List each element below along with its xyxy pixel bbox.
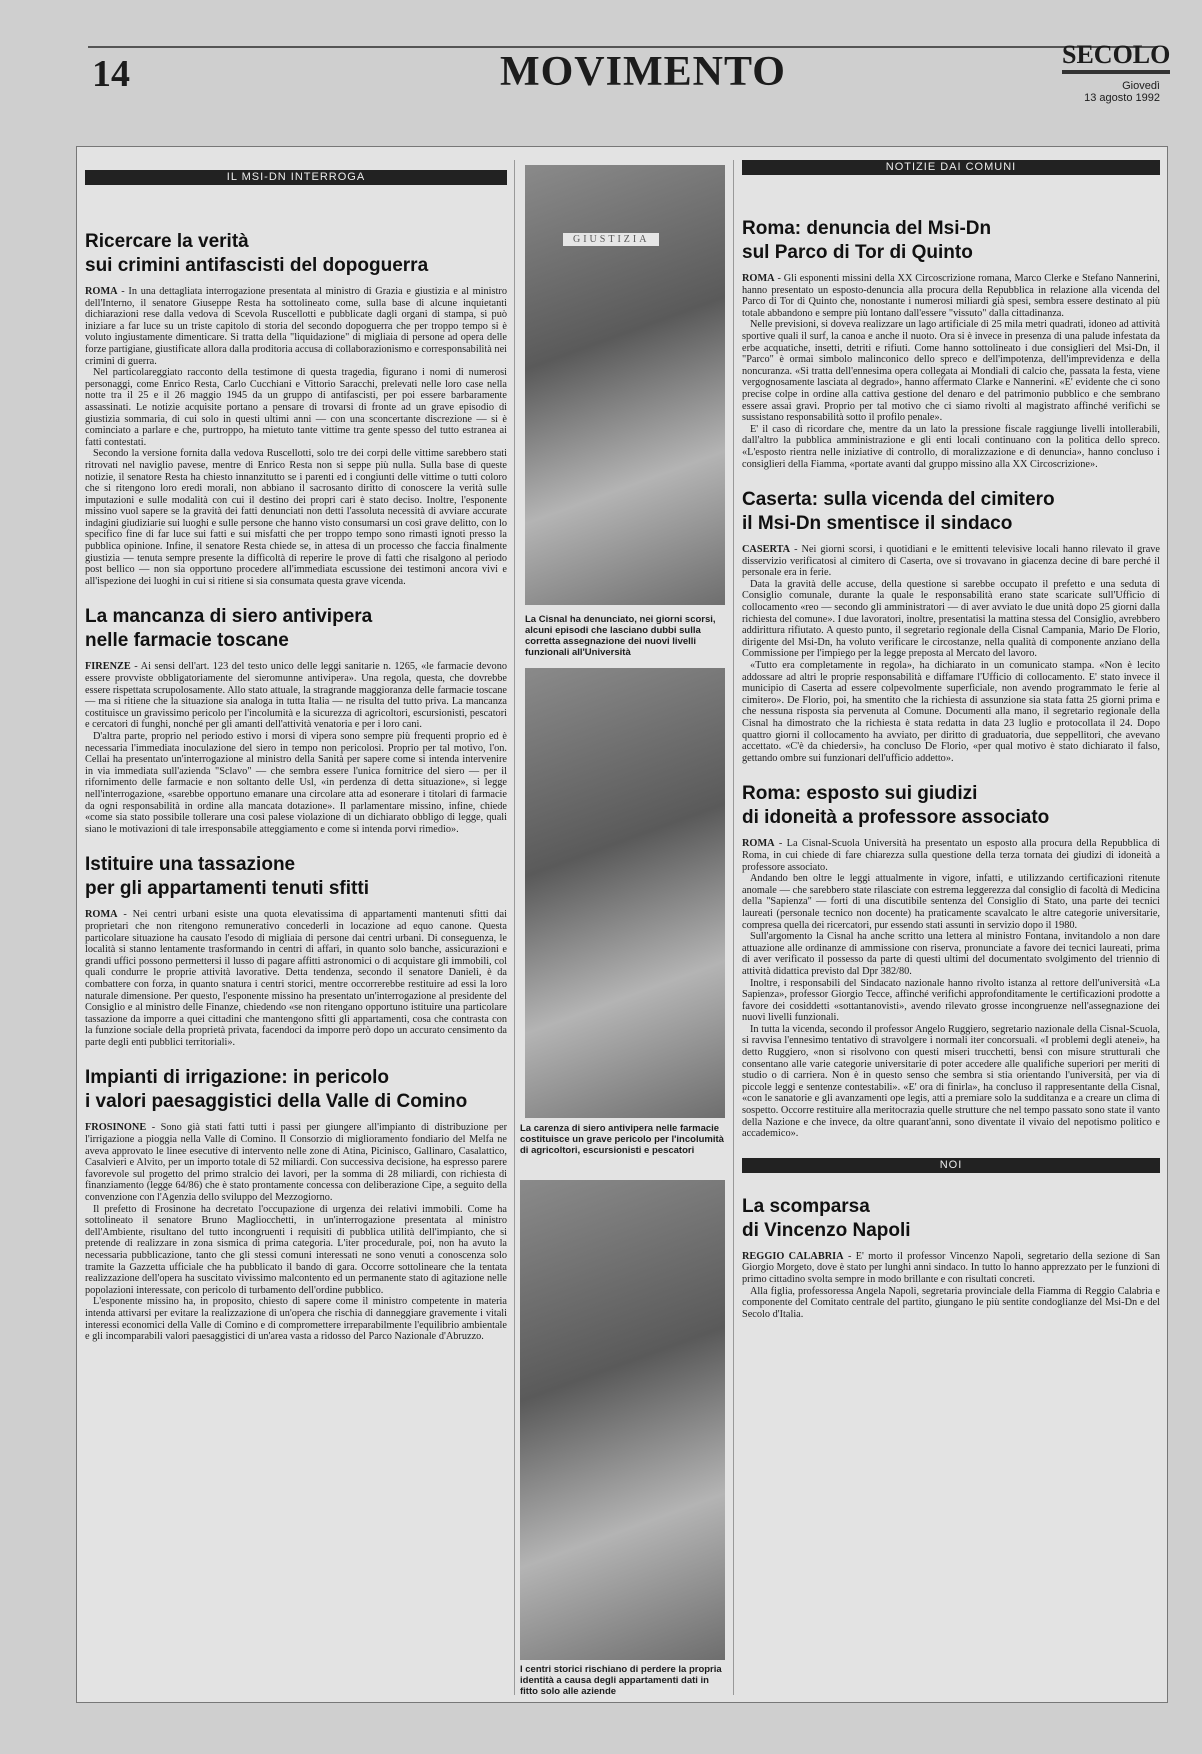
headline-line: di idoneità a professore associato (742, 807, 1050, 829)
kicker-msi-interroga: IL MSI-DN INTERROGA (85, 170, 507, 185)
article-paragraph (742, 873, 1160, 931)
headline-line: Caserta: sulla vicenda del cimitero (742, 489, 1055, 511)
article-paragraph (85, 661, 507, 731)
kicker-noi: NOI (742, 1158, 1160, 1173)
article (742, 217, 1160, 470)
kicker-notizie-comuni: NOTIZIE DAI COMUNI (742, 160, 1160, 175)
article (85, 1066, 507, 1342)
paragraph-text: D'altra parte, proprio nel periodo estivo i morsi di vipera sono sempre più frequenti proprio ed è necessaria l'immediata inoculazione del siero in tempo non pericolosi. Proprio per tal motivo, l'on. Cellai ha presentato un'interrogazione al ministro della Sanità per sapere come si intenda intervenire in via immediata sull'azienda "Sclavo" — che sembra essere l'unica fornitrice del siero — per il rifornimento delle farmacie e non soltanto delle Usl, «in perdenza di detta situazione», si legge nell'interrogazione, «sarebbe opportuno emanare una circolare atta ad esonerare i titolari di farmacie da ogni responsabilità in ordine alla mancata dotazione». Il parlamentare missino, infine, chiede «come sia stato possibile tollerare una così palese violazione di un dichiarato obbligo di legge, quali siano le motivazioni di tale irresponsabile atteggiamento e come si intenda porvi rimedio». (85, 731, 507, 835)
photo-pharmacy (525, 668, 725, 1118)
photo-sign-text: GIUSTIZIA (563, 233, 659, 246)
paragraph-text: - In una dettagliata interrogazione presentata al ministro di Grazia e giustizia e al ministro dell'Interno, il senatore Giuseppe Resta ha sottolineato come, sulla base di alcune inquietanti dichiarazioni rese dalla vedova di Scevola Ruscellotti e pubblicate dagli organi di stampa, si può iniziare a far luce su un triste capitolo di storia del secondo dopoguerra che per troppo tempo si è voluto ingiustamente dimenticare. Si tratta della "liquidazione" di migliaia di persone ad opera delle forze partigiane, giustificate allora dalla proditoria accusa di collaborazionismo e corresponsabilità nei crimini di guerra. (85, 286, 508, 367)
paragraph-text: In tutta la vicenda, secondo il professor Angelo Ruggiero, segretario nazionale della Cisnal-Scuola, si ravvisa l'ennesimo tentativo di stravolgere i normali iter concorsuali. «I problemi degli atenei», ha detto Ruggiero, «non si risolvono con questi miseri trucchetti, bensì con misure strutturali che consentano alle varie categorie universitarie di poter accedere alle qualifiche superiori per meriti di studio o di carriera. Non è in questo senso che sembra si stia orientando l'università, per via di piccole leggi e sentenze contestabili». «E' ora di finirla», ha concluso il rappresentante della Cisnal, «con le sanatorie e gli avanzamenti ope legis, atti a premiare solo la sudditanza e a creare un clima di sospetto. Occorre restituire alla meritocrazia quelle strutture che nel tempo passato sono state il vanto della Nazione e che invece, da oltre quarant'anni, sono diventate il vivaio del nepotismo politico e accademico». (742, 1023, 1160, 1140)
article-paragraph (742, 319, 1160, 423)
article-paragraph (85, 731, 507, 835)
paragraph-text: - Sono già stati fatti tutti i passi per giungere all'impianto di distribuzione per l'irrigazione a pioggia nella Valle di Comino. Il Consorzio di miglioramento fondiario del Melfa ne aveva approvato le linee esecutive di intervento nelle zone di Atina, Picinisco, Gallinaro, Casalattico, Casalvieri e Alvito, per un importo totale di 52 miliardi. Con successiva decisione, ha espresso parere favorevole sul progetto del primo stralcio dei lavori, per la somma di 28 miliardi, con richiesta di finanziamento (legge 64/86) che è stato prontamente concessa con deliberazione Cipe, a seguito della convenzione con l'Agenzia dello sviluppo del Mezzogiorno. (85, 1122, 507, 1204)
photo-castle-traffic (520, 1180, 725, 1660)
paragraph-text: «Tutto era completamente in regola», ha dichiarato in un comunicato stampa. «Non è lecito addossare ad altri le proprie responsabilità e diffamare l'Ufficio di collocamento. E' stato invece il municipio di Caserta ad essere colpevolmente superficiale, non avendo programmato le ferie al cimitero». De Florio, poi, ha smentito che la richiesta di assunzione sia stata fatta 25 giorni prima e che nessuna risposta sia pervenuta al Comune. Documenti alla mano, il segretario regionale della Cisnal ha dimostrato che la richiesta è stata redatta in data 23 luglio e protocollata il 24. Dopo quattro giorni il collocamento ha avviato, per diritto di graduatoria, due seppellitori, che avevano accettato. «C'è da chiedersi», ha concluso De Florio, «per qual motivo è stato dichiarato il falso, gettando ombre sui funzionari dell'ufficio addetto». (742, 660, 1160, 764)
article (742, 1195, 1160, 1321)
article-paragraph (85, 367, 507, 448)
issue-date-text: 13 agosto 1992 (1084, 92, 1160, 104)
paragraph-text: - Ai sensi dell'art. 123 del testo unico delle leggi sanitarie n. 1265, «le farmacie devono essere provviste obbligatoriamente del sieromunne antivipera». Una regola, questa, che dovrebbe essere rispettata scrupolosamente. Allo stato attuale, la stragrande maggioranza delle farmacie toscane — ma si ritiene che la situazione sia analoga in tutta Italia — ne risulta del tutto priva. La mancanza costituisce un gravissimo pericolo per l'incolumità e la sicurezza di agricoltori, escursionisti, pescatori e cercatori di funghi, nonché per gli amanti dell'attività venatoria e per i loro cani. (85, 661, 507, 731)
headline-line: per gli appartamenti tenuti sfitti (85, 878, 369, 900)
paragraph-text: - La Cisnal-Scuola Università ha presentato un esposto alla procura della Repubblica di Roma, in cui chiede di fare chiarezza sulla questione della terza tornata dei giudizi di idoneità a professore associato. (742, 838, 1160, 873)
article-paragraph (85, 448, 507, 587)
article-paragraph (742, 424, 1160, 470)
column-divider (514, 160, 515, 1695)
article-paragraph (85, 909, 507, 1048)
article-paragraph (742, 273, 1160, 319)
headline-line: il Msi-Dn smentisce il sindaco (742, 513, 1013, 535)
article-headline (742, 1195, 1160, 1243)
article-paragraph (742, 931, 1160, 977)
paragraph-text: Nelle previsioni, si doveva realizzare un lago artificiale di 25 mila metri quadrati, idoneo ad attività sportive quali il surf, la canoa e anche il nuoto. Ora si è invece in presenza di una palude infestata da erbe acquatiche, insetti, detriti e rifiuti. Come hanno sottolineato i due consiglieri del Msi-Dn, il "Parco" è ormai simbolo malinconico dello spreco e dell'impotenza, dell'imprevidenza e della noncuranza. «Si tratta dell'ennesima opera collegata ai Mondiali di calcio che, passata la festa, viene vergognosamente lasciata al degrado», hanno affermato Clarke e Nannerini. «E' evidente che ci sono precise colpe in ordine alla cattiva gestione del denaro e del patrimonio pubblico e che sembrano essere assai gravi. Proprio per tal motivo che ci siamo rivolti al magistrato affinché verifichi se sussistano responsabilità sotto il profilo penale». (742, 319, 1160, 424)
photo-caption: I centri storici rischiano di perdere la propria identità a causa degli appartamenti dati in fitto solo alle aziende (520, 1664, 722, 1697)
headline-line: di Vincenzo Napoli (742, 1219, 911, 1241)
article-paragraph (742, 544, 1160, 579)
paragraph-text: Alla figlia, professoressa Angela Napoli, segretaria provinciale della Fiamma di Reggio Calabria e componente del Comitato centrale del partito, giungano le più sentite condoglianze del Msi-Dn e del Secolo d'Italia. (742, 1285, 1160, 1320)
article-headline (742, 782, 1160, 830)
article-paragraph (85, 1122, 507, 1203)
headline-line: La scomparsa (742, 1195, 870, 1217)
paragraph-text: L'esponente missino ha, in proposito, chiesto di sapere come il ministro competente in materia intenda attivarsi per evitare la realizzazione di un'opera che rischia di danneggiare gravemente i vitali interessi economici della Valle di Comino e di compromettere irreparabilmente l'equilibrio ambientale e gli incomparabili valori paesaggistici di un'area vasta a ridosso del Parco Nazionale d'Abruzzo. (85, 1296, 507, 1343)
right-column (742, 160, 1160, 1338)
headline-line: Ricercare la verità (85, 231, 249, 252)
article-headline (85, 1066, 507, 1114)
article-paragraph (85, 1204, 507, 1297)
headline-line: Impianti di irrigazione: in pericolo (85, 1067, 390, 1089)
article-headline (85, 605, 507, 653)
paragraph-text: - Nei centri urbani esiste una quota elevatissima di appartamenti mantenuti sfitti dai proprietari che non ritengono remunerativo concederli in locazione ad equo canone. Questa particolare situazione ha causato l'esodo di migliaia di persone dai centri urbani. Di conseguenza, le località si stanno lentamente trasformando in centri di affari, in quanto solo banche, assicurazioni e grandi uffici possono permettersi il lusso di pagare affitti astronomici o di acquistare gli immobili, col quali condurre le proprie attività lavorative. Detta tendenza, secondo il senatore Danieli, è da combattere con forza, in quanto snatura i centri storici, mentre occorrerebbe restituire ad essi la loro naturale dimensione. Per questo, l'esponente missino ha presentato un'interrogazione al presidente del Consiglio e al ministro delle Finanze, chiedendo «se non ritengano opportuno istituire una particolare tassazione da imporre a quei cittadini che mantengono sfitti gli appartamenti, cosa che contrasta con la funzione sociale della proprietà privata, facendoci da imporre però dopo un accurato censimento da parte degli enti pubblici territoriali». (85, 909, 507, 1048)
article-paragraph (742, 579, 1160, 660)
section-title: MOVIMENTO (500, 49, 786, 95)
article-paragraph (742, 660, 1160, 764)
article-paragraph (742, 1251, 1160, 1286)
paragraph-text: E' il caso di ricordare che, mentre da un lato la pressione fiscale raggiunge livelli intollerabili, dall'altro la pubblica amministrazione e gli enti locali continuano con la politica dello spreco. «L'esposto rientra nelle iniziative di controllo, di moralizzazione e di denuncia», hanno concluso i consiglieri della Fiamma, «portate avanti dal gruppo missino alla XX Circoscrizione». (742, 423, 1160, 470)
paragraph-text: Nel particolareggiato racconto della testimone di questa tragedia, figurano i nomi di numerosi personaggi, come Enrico Resta, Carlo Cucchiani e Vittorio Saracchi, prelevati nelle loro case nella notte tra il 25 e il 26 maggio 1945 da un gruppo di antifascisti, per poi essere barbaramente assassinati. Le notizie acquisite portano a pensare di trovarsi di fronte ad un grave episodio di giustizia sommaria, di cui solo in questi ultimi anni — con una sconcertante discrezione — si è cominciato a parlare e che, purtroppo, ha mietuto tante vittime tra gente spesso del tutto estranea ai fatti contestati. (85, 367, 507, 448)
article-headline (85, 230, 507, 278)
headline-line: nelle farmacie toscane (85, 630, 289, 652)
article (742, 782, 1160, 1139)
article-paragraph (742, 1024, 1160, 1140)
paragraph-text: Data la gravità delle accuse, della questione si sarebbe occupato il prefetto e una seduta di Consiglio comunale, durante la quale le responsabilità erano state scaricate sull'Ufficio di collocamento «reo — secondo gli amministratori — di aver avviato le due unità dopo 25 giorni dalla richiesta del comune». I due lavoratori, inoltre, presentatisi la mattina stessa del Consiglio, avrebbero addirittura rifiutato. A questo punto, il segretario regionale della Cisnal Campania, Mario De Florio, dirigente del Msi-Dn, ha voluto verificare le circostanze, nella qualità di componente anziano della Commissione per l'impiego per la legge preposta al Mercato del lavoro. (742, 578, 1160, 660)
paragraph-text: - Nei giorni scorsi, i quotidiani e le emittenti televisive locali hanno rilevato il grave disservizio verificatosi al cimitero di Caserta, ove si trovavano in giacenza decine di bare perché il personale era in ferie. (742, 544, 1160, 579)
headline-line: Roma: esposto sui giudizi (742, 783, 978, 805)
newspaper-logo: SECOLO (1062, 40, 1170, 74)
article-paragraph (85, 1296, 507, 1342)
article (85, 605, 507, 835)
dateline: FIRENZE (85, 661, 131, 673)
article (85, 230, 507, 587)
paragraph-text: Inoltre, i responsabili del Sindacato nazionale hanno rivolto istanza al rettore dell'università «La Sapienza», professor Giorgio Tecce, affinché verifichi approfonditamente le certificazioni prodotte a favore dei cosiddetti «sottantanovisti», avendo rilevato grosse incongruenze nell'assegnazione dei nuovi livelli funzionali. (742, 977, 1160, 1024)
dateline: ROMA (742, 838, 775, 850)
article-headline (742, 488, 1160, 536)
article (85, 853, 507, 1048)
page-number: 14 (92, 53, 130, 95)
article-headline (85, 853, 507, 901)
issue-date (1072, 80, 1160, 104)
dateline: ROMA (742, 273, 775, 284)
article-headline (742, 217, 1160, 265)
paragraph-text: Secondo la versione fornita dalla vedova Ruscellotti, solo tre dei corpi delle vittime sarebbero stati ritrovati nel naviglio pavese, mentre di Enrico Resta non si seppe più nulla. Sulla base di queste notizie, il senatore Resta ha chiesto innanzitutto se i parenti ed i congiunti delle vittime o tutti coloro che si ritengono loro eredi morali, non abbiano il sacrosanto diritto di conoscere la verità sulle imputazioni e sulle modalità con cui il destino dei propri cari è stato deciso. Inoltre, l'esponente missino vuol sapere se la gravità dei fatti denunciati non detti l'assoluta necessità di avviare accurate indagini giudiziarie sui luoghi e sulle persone che hanno visto consumarsi un così grave delitto, con lo specifico fine di far luce sui fatti e sui misfatti che per troppo tempo sono rimasti ignoti presso la pubblica opinione. Infine, il senatore Resta chiede se, in attesa di un processo che faccia finalmente giustizia — tenuta sempre presente la difficoltà di reperire le prove di fatti che risalgono al periodo post bellico — non sia opportuno procedere all'immediata escussione dei testimoni ancora vivi e all'ispezione dei luoghi in cui si ritiene si sia consumata questa grave vicenda. (85, 448, 507, 587)
headline-line: La mancanza di siero antivipera (85, 606, 373, 628)
dateline: FROSINONE (85, 1122, 147, 1134)
headline-line: Roma: denuncia del Msi-Dn (742, 218, 992, 239)
headline-line: sul Parco di Tor di Quinto (742, 242, 973, 263)
article-paragraph (85, 286, 507, 367)
photo-caption: La Cisnal ha denunciato, nei giorni scorsi, alcuni episodi che lasciano dubbi sulla corretta assegnazione dei nuovi livelli funzionali all'Università (525, 614, 716, 658)
photo-caption: La carenza di siero antivipera nelle farmacie costituisce un grave pericolo per l'incolumità di agricoltori, escursionisti e pescatori (520, 1123, 724, 1156)
column-divider (733, 160, 734, 1695)
issue-day: Giovedì (1122, 80, 1160, 92)
dateline: REGGIO CALABRIA (742, 1250, 844, 1262)
headline-line: i valori paesaggistici della Valle di Comino (85, 1091, 468, 1113)
article-paragraph (742, 978, 1160, 1024)
article-paragraph (742, 1286, 1160, 1321)
paragraph-text: - Gli esponenti missini della XX Circoscrizione romana, Marco Clerke e Stefano Nannerini, hanno presentato un esposto-denuncia alla procura della Repubblica in relazione alla vicenda del Parco di Tor di Quinto che, nonostante i numerosi miliardi già spesi, sembra essere destinato al più totale abbandono e sempre più lontano dall'essere "vissuto" dalla cittadinanza. (742, 273, 1160, 319)
dateline: CASERTA (742, 544, 791, 556)
headline-line: sui crimini antifascisti del dopoguerra (85, 255, 429, 276)
paragraph-text: Il prefetto di Frosinone ha decretato l'occupazione di urgenza dei relativi immobili. Come ha sottolineato il senatore Bruno Magliocchetti, in un'interrogazione presentata al ministro dell'Ambiente, risultano del tutto incongruenti i requisiti di pubblica utilità dell'impianto, che si pretende di realizzare in zona sismica di prima categoria. L'iter procedurale, poi, non ha avuto la necessaria pubblicazione, tanto che gli stessi comuni interessati ne sono venuti a conoscenza solo tramite la Gazzetta ufficiale che ha pubblicato il bando di gara. Occorre sottolineare che la tentata realizzazione dell'opera ha suscitato vivissimo malcontento ed un permanente stato di agitazione nelle popolazioni interessate, con pericolo di turbamento dell'ordine pubblico. (85, 1203, 507, 1296)
paragraph-text: - E' morto il professor Vincenzo Napoli, segretario della sezione di San Giorgio Morgeto, dove è stato per lunghi anni sindaco. In tutto lo hanno apprezzato per le funzioni di primo cittadino svolta sempre in modo brillante e con risultati concreti. (742, 1250, 1161, 1285)
photo-monument (525, 165, 725, 605)
headline-line: Istituire una tassazione (85, 854, 296, 876)
paragraph-text: Sull'argomento la Cisnal ha anche scritto una lettera al ministro Fontana, invitandolo a non dare attuazione alle ordinanze di ammissione con riserva, pronunciate a favore dei tecnici laureati, prima di aver verificato il possesso da parte di questi ultimi del documentato svolgimento del triennio di attività didattica previsto dal Dpr 382/80. (742, 931, 1160, 977)
article (742, 488, 1160, 764)
dateline: ROMA (85, 909, 118, 921)
paragraph-text: Andando ben oltre le leggi attualmente in vigore, infatti, e utilizzando certificazioni ritenute anomale — che sarebbero state rilasciate con estrema leggerezza dal consiglio di facoltà di Medicina della "Sapienza" — forti di una discutibile sentenza del Consiglio di Stato, una parte dei tecnici laureati (personale tecnico non docente) ha praticamente scavalcato le altre categorie universitarie, compresa quella dei ricercatori, pur essendo stati assunti in servizio dopo il 1980. (742, 873, 1160, 931)
article-paragraph (742, 838, 1160, 873)
dateline: ROMA (85, 286, 118, 297)
left-column (85, 170, 507, 1361)
